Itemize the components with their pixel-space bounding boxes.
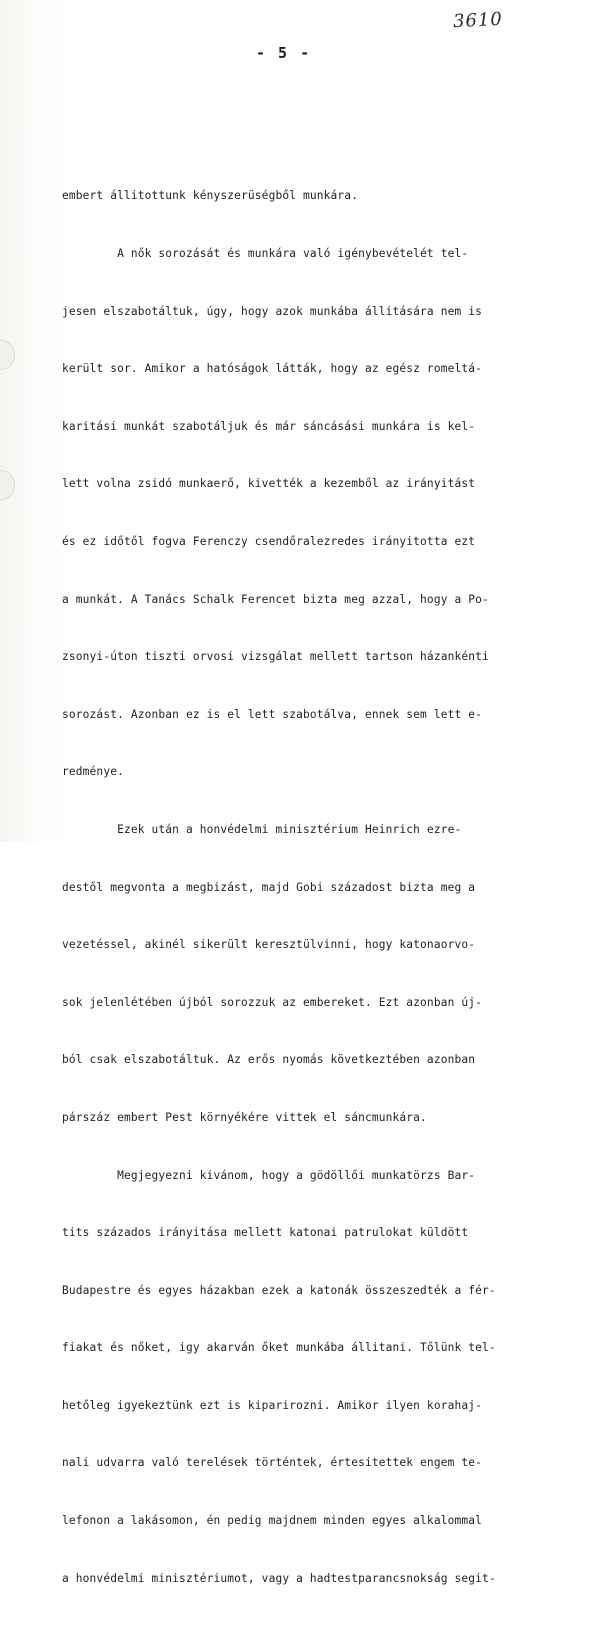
- text-line: jesen elszabotáltuk, úgy, hogy azok munkába állitására nem is: [62, 304, 483, 318]
- text-line: Ezek után a honvédelmi minisztérium Heinrich ezre-: [62, 822, 462, 836]
- document-body: [62, 148, 532, 1626]
- text-line: sok jelenlétében újból sorozzuk az embereket. Ezt azonban új-: [62, 995, 483, 1009]
- text-line: párszáz embert Pest környékére vittek el sáncmunkára.: [62, 1110, 427, 1124]
- text-line: Megjegyezni kivánom, hogy a gödöllői munkatörzs Bar-: [62, 1168, 476, 1182]
- text-line: lett volna zsidó munkaerő, kivették a kezemből az irányitást: [62, 477, 476, 491]
- text-line: destől megvonta a megbizást, majd Gobi századost bizta meg a: [62, 880, 476, 894]
- text-line: ból csak elszabotáltuk. Az erős nyomás következtében azonban: [62, 1053, 476, 1067]
- text-line: A nők sorozását és munkára való igénybevételét tel-: [62, 247, 469, 260]
- text-line: sorozást. Azonban ez is el lett szabotálva, ennek sem lett e-: [62, 707, 483, 721]
- archive-number: 3610: [452, 8, 504, 33]
- text-line: fiakat és nőket, igy akarván őket munkába állitani. Tőlünk tel-: [62, 1341, 496, 1355]
- text-line: nali udvarra való terelések történtek, értesitettek engem te-: [62, 1456, 483, 1470]
- text-line: Budapestre és egyes házakban ezek a katonák összeszedték a fér-: [62, 1283, 496, 1297]
- text-line: hetőleg igyekeztünk ezt is kiparirozni. Amikor ilyen korahaj-: [62, 1398, 483, 1412]
- text-line: karitási munkát szabotáljuk és már sáncásási munkára is kel-: [62, 419, 476, 433]
- text-line: a munkát. A Tanács Schalk Ferencet bizta meg azzal, hogy a Po-: [62, 592, 489, 606]
- text-line: embert állitottunk kényszerüségből munkára.: [62, 189, 359, 203]
- text-line: került sor. Amikor a hatóságok látták, hogy az egész romeltá-: [62, 362, 483, 376]
- text-line: vezetéssel, akinél sikerült keresztülvinni, hogy katonaorvo-: [62, 938, 476, 952]
- punch-hole-mark: [0, 340, 15, 370]
- text-line: redménye.: [62, 765, 124, 779]
- page-number: - 5 -: [256, 44, 312, 62]
- text-line: és ez időtől fogva Ferenczy csendőralezredes irányitotta ezt: [62, 534, 476, 548]
- text-line: tits százados irányitása mellett katonai patrulokat küldött: [62, 1226, 469, 1240]
- text-line: zsonyi-úton tiszti orvosi vizsgálat mellett tartson házankénti: [62, 650, 489, 664]
- text-line: lefonon a lakásomon, én pedig majdnem minden egyes alkalommal: [62, 1514, 483, 1528]
- text-line: a honvédelmi minisztériumot, vagy a hadtestparancsnokság segit-: [62, 1571, 496, 1585]
- punch-hole-mark: [0, 470, 15, 500]
